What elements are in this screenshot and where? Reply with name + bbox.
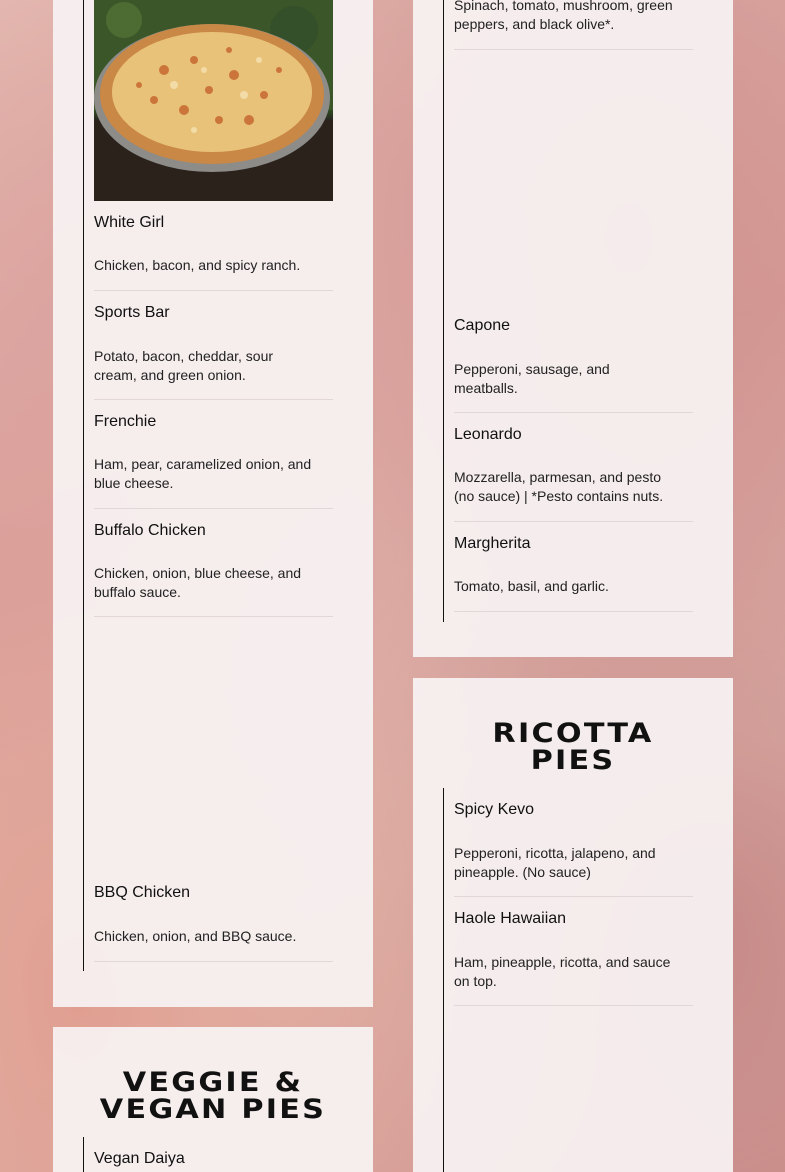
menu-item-description: Tomato, basil, and garlic. (454, 578, 609, 594)
divider (454, 611, 693, 612)
menu-item-description: Mozzarella, parmesan, and pesto (no sauce) | *Pesto contains nuts. (454, 469, 664, 504)
divider (454, 1005, 693, 1006)
divider (94, 961, 333, 962)
menu-column-right (443, 0, 444, 622)
menu-item-description: Chicken, bacon, and spicy ranch. (94, 257, 301, 273)
menu-item-name: Spicy Kevo (454, 801, 535, 818)
menu-item-name: Buffalo Chicken (94, 522, 206, 539)
divider (94, 508, 333, 509)
menu-item-name: Capone (454, 317, 511, 334)
menu-item-name: Margherita (454, 535, 531, 552)
section-title-line: RICOTTA (492, 718, 654, 749)
menu-item-description: Pepperoni, ricotta, jalapeno, and pineapple. (No sauce) (454, 845, 656, 880)
menu-item-description: Potato, bacon, cheddar, sour cream, and green onion. (94, 348, 274, 383)
menu-item-description: Ham, pear, caramelized onion, and blue cheese. (94, 456, 312, 491)
menu-item-name: Leonardo (454, 426, 522, 443)
menu-item-description: Ham, pineapple, ricotta, and sauce on top. (454, 954, 671, 989)
menu-item-description: Chicken, onion, and BBQ sauce. (94, 928, 297, 944)
menu-item-description: Spinach, tomato, mushroom, green peppers, and black olive*. (454, 0, 673, 32)
menu-item-name: Haole Hawaiian (454, 910, 567, 927)
menu-item-name: BBQ Chicken (94, 884, 191, 901)
divider (454, 412, 693, 413)
divider (94, 399, 333, 400)
menu-column-veggie (83, 1137, 84, 1172)
pizza-image (94, 0, 333, 201)
divider (454, 49, 693, 50)
menu-column-ricotta (443, 788, 444, 1172)
divider (454, 521, 693, 522)
divider (94, 616, 333, 617)
menu-item-name: Sports Bar (94, 304, 170, 321)
section-title-line: VEGGIE & (122, 1067, 304, 1098)
section-title-line: VEGAN PIES (99, 1094, 327, 1125)
menu-item-name: Vegan Daiya (94, 1150, 185, 1167)
pizza-photo (94, 0, 333, 201)
menu-item-description: Chicken, onion, blue cheese, and buffalo sauce. (94, 565, 302, 600)
divider (94, 290, 333, 291)
section-title (394, 720, 752, 774)
menu-column-left (83, 0, 84, 971)
menu-item-name: Frenchie (94, 413, 157, 430)
menu-item-name: White Girl (94, 214, 165, 231)
divider (454, 896, 693, 897)
section-title (34, 1069, 392, 1123)
section-title-line: PIES (530, 745, 616, 776)
menu-item-description: Pepperoni, sausage, and meatballs. (454, 361, 610, 396)
